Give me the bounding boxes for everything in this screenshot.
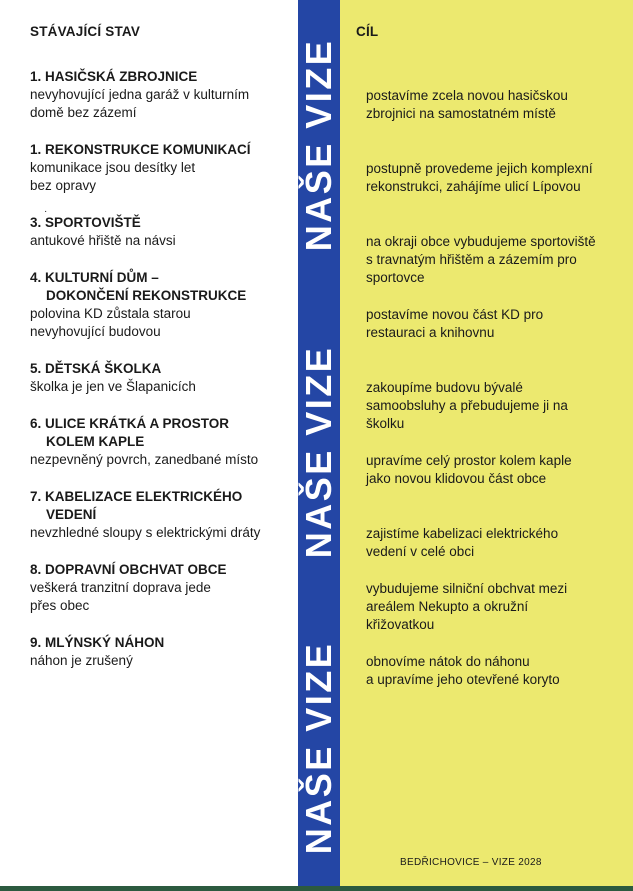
item-title: 3. SPORTOVIŠTĚ [30, 215, 141, 230]
item-5-current [30, 360, 196, 396]
item-2-goal: postupně provedeme jejich komplexní rekonstrukci, zahájíme ulicí Lípovou [366, 161, 593, 194]
item-title-line-1: 6. ULICE KRÁTKÁ A PROSTOR [30, 416, 230, 431]
item-title-line-2: VEDENÍ [46, 507, 97, 522]
vision-label-2: NAŠE VIZE [298, 345, 339, 559]
item-7-current [30, 488, 260, 542]
vision-label-3: NAŠE VIZE [298, 641, 339, 855]
item-8-goal: vybudujeme silniční obchvat mezi areálem Nekupto a okružní křižovatkou [366, 581, 568, 632]
vision-label-1: NAŠE VIZE [298, 38, 339, 252]
item-description: polovina KD zůstala starou nevyhovující budovou [30, 306, 191, 339]
footer-label: BEDŘICHOVICE – VIZE 2028 [400, 857, 542, 868]
item-description: náhon je zrušený [30, 653, 133, 668]
item-4-current [30, 269, 246, 341]
item-2-current [30, 141, 251, 195]
item-8-current [30, 561, 227, 615]
item-description: veškerá tranzitní doprava jede přes obec [30, 580, 211, 613]
item-9-goal: obnovíme nátok do náhonu a upravíme jeho otevřené koryto [366, 654, 560, 687]
item-description: nevzhledné sloupy s elektrickými dráty [30, 525, 261, 540]
item-title: 1. HASIČSKÁ ZBROJNICE [30, 69, 198, 84]
item-title-line-1: 4. KULTURNÍ DŮM – [30, 270, 159, 285]
item-title: 5. DĚTSKÁ ŠKOLKA [30, 361, 162, 376]
item-title [30, 269, 246, 305]
item-5-goal: zakoupíme budovu bývalé samoobsluhy a přebudujeme ji na školku [366, 380, 568, 431]
item-1-current [30, 68, 249, 122]
current-state-heading: STÁVAJÍCÍ STAV [30, 24, 141, 39]
item-3-goal: na okraji obce vybudujeme sportoviště s travnatým hřištěm a zázemím pro sportovce [366, 234, 596, 285]
item-6-goal: upravíme celý prostor kolem kaple jako novou klidovou část obce [366, 453, 572, 486]
item-4-goal: postavíme novou část KD pro restauraci a knihovnu [366, 307, 544, 340]
item-3-current [30, 214, 176, 250]
item-description: nezpevněný povrch, zanedbané místo [30, 452, 259, 467]
item-title: 1. REKONSTRUKCE KOMUNIKACÍ [30, 142, 251, 157]
bottom-line [0, 886, 633, 891]
item-9-current [30, 634, 164, 670]
item-title: 8. DOPRAVNÍ OBCHVAT OBCE [30, 562, 227, 577]
item-1-goal: postavíme zcela novou hasičskou zbrojnici na samostatném místě [366, 88, 568, 121]
item-description: školka je jen ve Šlapanicích [30, 379, 196, 394]
item-title-line-1: 7. KABELIZACE ELEKTRICKÉHO [30, 489, 243, 504]
item-6-current [30, 415, 258, 469]
item-description: nevyhovující jedna garáž v kulturním domě bez zázemí [30, 87, 250, 120]
item-title-line-2: DOKONČENÍ REKONSTRUKCE [46, 288, 247, 303]
item-description: antukové hřiště na návsi [30, 233, 176, 248]
item-title [30, 488, 260, 524]
goal-column [340, 0, 633, 891]
item-7-goal: zajistíme kabelizaci elektrického vedení v celé obci [366, 526, 559, 559]
stray-dot: · [44, 206, 48, 217]
item-title: 9. MLÝNSKÝ NÁHON [30, 635, 165, 650]
item-title-line-2: KOLEM KAPLE [46, 434, 145, 449]
item-title [30, 415, 258, 451]
item-description: komunikace jsou desítky let bez opravy [30, 160, 196, 193]
goal-heading: CÍL [356, 24, 379, 39]
